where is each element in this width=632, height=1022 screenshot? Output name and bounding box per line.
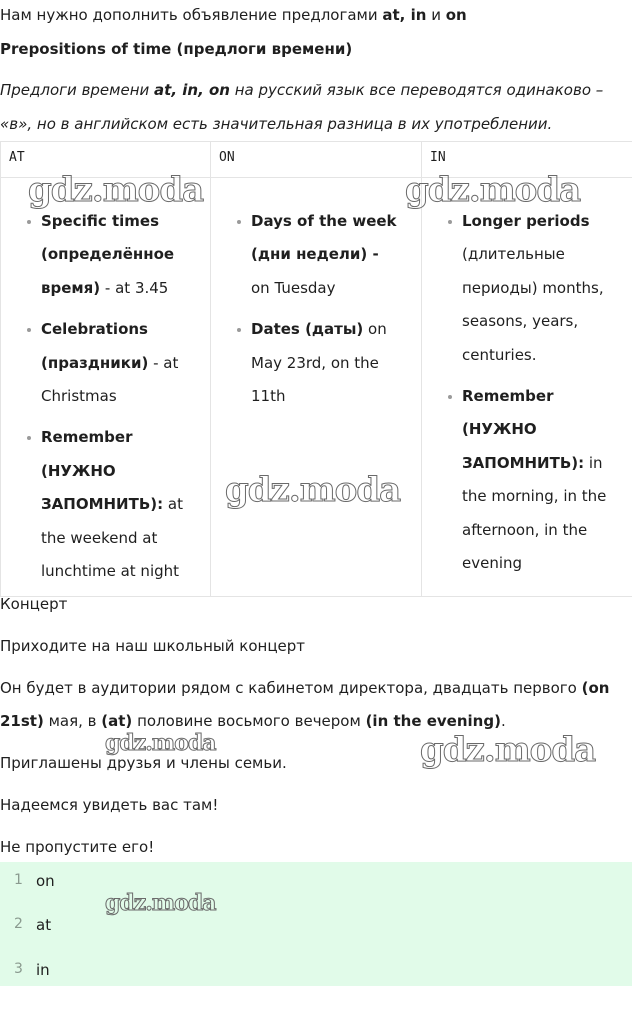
section-heading: Prepositions of time (предлоги времени) bbox=[0, 40, 353, 58]
list-item: Dates (даты) on May 23rd, on the 11th bbox=[251, 313, 399, 413]
watermark: gdz.moda bbox=[405, 170, 581, 210]
announcement-guests: Приглашены друзья и члены семьи. bbox=[0, 754, 287, 772]
watermark: gdz.moda bbox=[28, 170, 204, 210]
in-cell bbox=[422, 178, 632, 597]
italic-note-line1: Предлоги времени at, in, on на русский язык все переводятся одинаково – bbox=[0, 81, 604, 99]
announcement-hope: Надеемся увидеть вас там! bbox=[0, 796, 219, 814]
on-cell bbox=[211, 178, 422, 597]
watermark: gdz.moda bbox=[420, 730, 596, 770]
announcement-closing: Не пропустите его! bbox=[0, 838, 155, 856]
italic-note-line2: «в», но в английском есть значительная разница в их употреблении. bbox=[0, 115, 553, 133]
list-item: Longer periods (длительные периоды) months, seasons, years, centuries. bbox=[462, 205, 614, 372]
list-item: Days of the week (дни недели) - on Tuesday bbox=[251, 205, 399, 305]
list-item: Specific times (определённое время) - at 3.45 bbox=[41, 205, 192, 305]
answer-number: 1 bbox=[14, 872, 23, 888]
prepositions-table bbox=[0, 141, 632, 597]
column-header-at: AT bbox=[1, 142, 211, 178]
announcement-details-line2: 21st) мая, в (at) половине восьмого вечером (in the evening). bbox=[0, 712, 506, 730]
column-header-on: ON bbox=[211, 142, 422, 178]
answer-number: 3 bbox=[14, 961, 23, 977]
answer-number: 2 bbox=[14, 916, 23, 932]
answer-value: in bbox=[36, 961, 50, 979]
list-item: Celebrations (праздники) - at Christmas bbox=[41, 313, 192, 413]
answer-value: at bbox=[36, 916, 52, 934]
list-item: Remember (НУЖНО ЗАПОМНИТЬ): at the weekend at lunchtime at night bbox=[41, 421, 192, 588]
list-item: Remember (НУЖНО ЗАПОМНИТЬ): in the morning, in the afternoon, in the evening bbox=[462, 380, 614, 580]
at-cell bbox=[1, 178, 211, 597]
column-header-in: IN bbox=[422, 142, 632, 178]
announcement-invite: Приходите на наш школьный концерт bbox=[0, 637, 306, 655]
answers-block bbox=[0, 862, 632, 986]
intro-text: Нам нужно дополнить объявление предлогами at, in и on bbox=[0, 6, 467, 24]
announcement-title: Концерт bbox=[0, 595, 68, 613]
answer-value: on bbox=[36, 872, 55, 890]
announcement-details-line1: Он будет в аудитории рядом с кабинетом директора, двадцать первого (on bbox=[0, 679, 610, 697]
watermark: gdz.moda bbox=[105, 730, 216, 756]
watermark: gdz.moda bbox=[225, 470, 401, 510]
